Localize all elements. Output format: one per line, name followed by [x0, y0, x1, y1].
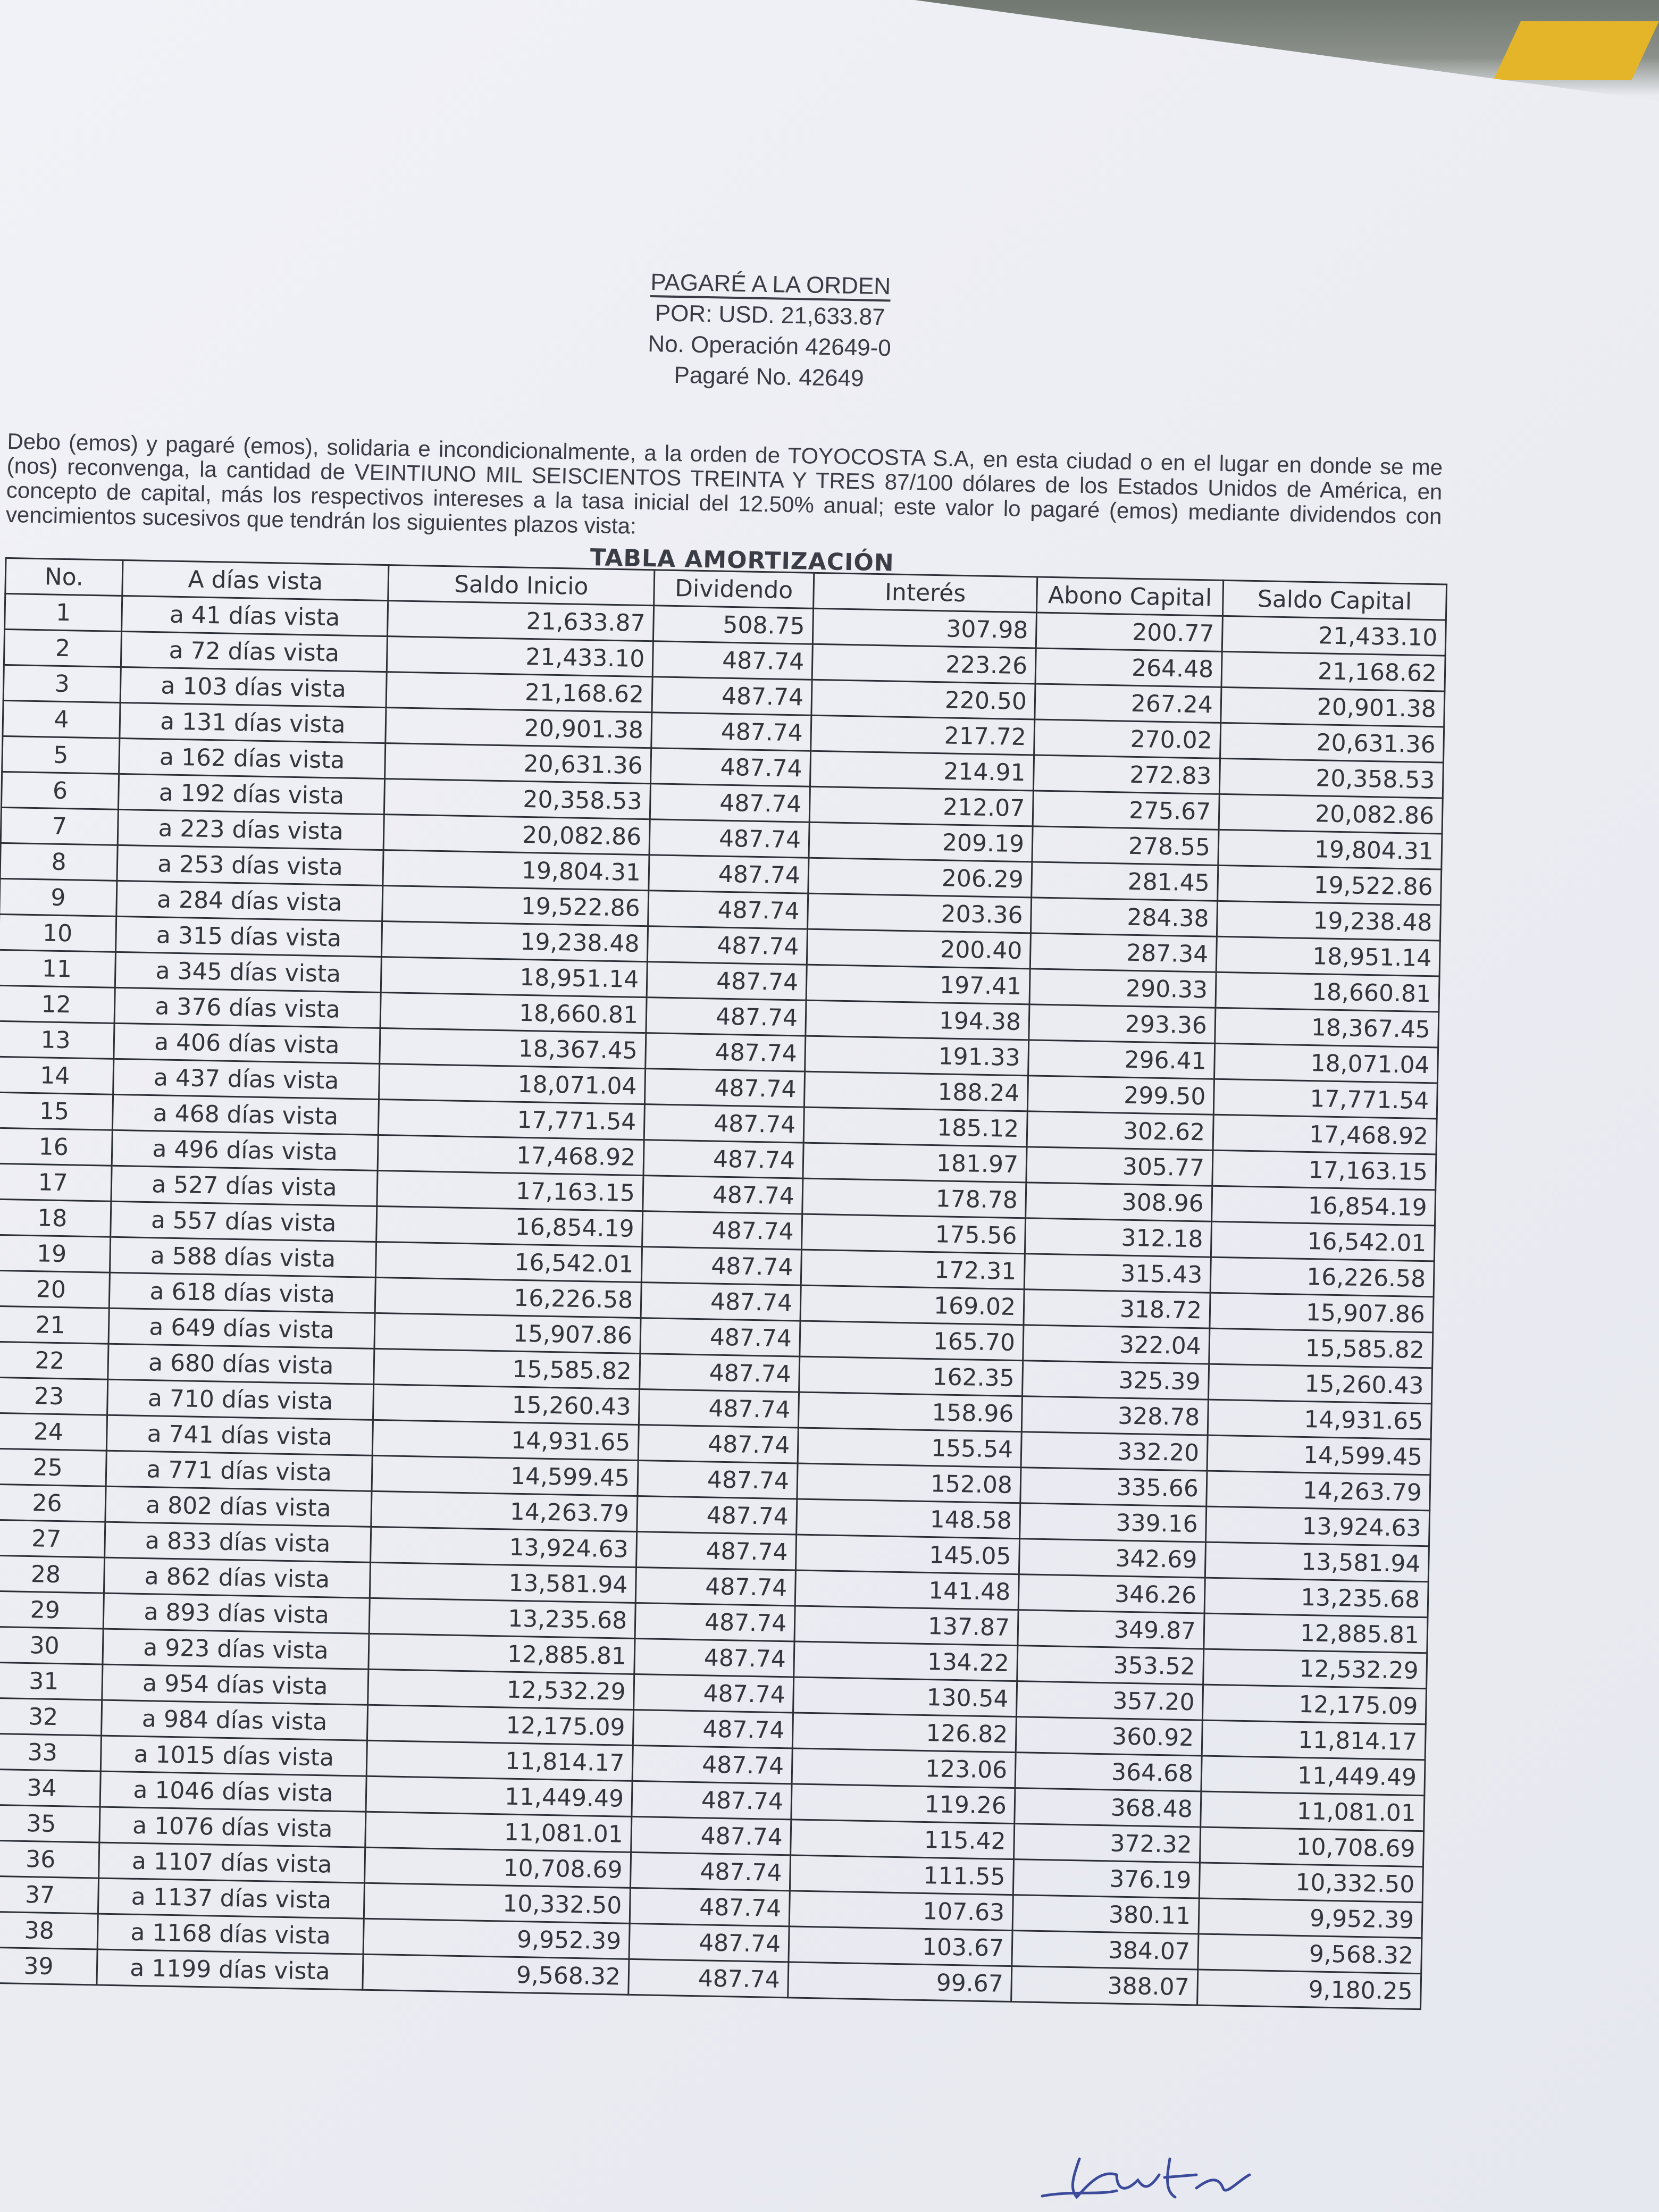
table-title: TABLA AMORTIZACIÓN [590, 544, 895, 577]
cell-no: 13 [0, 1021, 114, 1059]
cell-interes: 172.31 [801, 1250, 1025, 1289]
cell-no: 30 [0, 1627, 103, 1664]
cell-dividendo: 487.74 [637, 1496, 797, 1534]
cell-dividendo: 487.74 [641, 1283, 801, 1321]
cell-dividendo: 487.74 [629, 1959, 789, 1997]
cell-saldo-inicio: 17,468.92 [378, 1135, 644, 1175]
table-body [0, 593, 1446, 2009]
cell-abono-capital: 364.68 [1015, 1753, 1202, 1791]
cell-abono-capital: 278.55 [1032, 826, 1219, 865]
cell-abono-capital: 284.38 [1030, 898, 1217, 936]
cell-saldo-capital: 19,804.31 [1218, 830, 1442, 869]
cell-no: 6 [1, 772, 119, 809]
cell-abono-capital: 270.02 [1034, 719, 1221, 758]
cell-saldo-capital: 21,433.10 [1222, 616, 1446, 656]
cell-interes: 126.82 [792, 1713, 1016, 1753]
cell-no: 2 [4, 629, 121, 667]
cell-days: a 1046 días vista [100, 1771, 366, 1812]
cell-no: 37 [0, 1876, 99, 1914]
cell-dividendo: 508.75 [653, 606, 813, 644]
cell-saldo-inicio: 14,263.79 [371, 1491, 638, 1531]
header-days: A días vista [122, 560, 389, 600]
cell-abono-capital: 305.77 [1026, 1147, 1213, 1186]
cell-no: 28 [0, 1555, 105, 1593]
cell-abono-capital: 335.66 [1020, 1468, 1207, 1506]
cell-abono-capital: 325.39 [1022, 1361, 1209, 1400]
cell-days: a 1076 días vista [99, 1807, 366, 1847]
cell-days: a 802 días vista [105, 1486, 372, 1527]
cell-days: a 406 días vista [114, 1023, 380, 1063]
cell-abono-capital: 372.32 [1014, 1824, 1201, 1863]
cell-saldo-inicio: 15,260.43 [373, 1384, 639, 1425]
cell-interes: 119.26 [791, 1784, 1015, 1824]
cell-dividendo: 487.74 [647, 962, 807, 1000]
cell-no: 25 [0, 1448, 106, 1486]
amount-line: POR: USD. 21,633.87 [655, 300, 886, 331]
cell-saldo-inicio: 14,931.65 [372, 1420, 639, 1460]
cell-interes: 203.36 [808, 893, 1032, 933]
cell-saldo-inicio: 13,235.68 [369, 1598, 635, 1638]
cell-days: a 649 días vista [108, 1308, 375, 1348]
cell-no: 21 [0, 1306, 109, 1344]
cell-saldo-inicio: 19,804.31 [383, 850, 649, 891]
cell-dividendo: 487.74 [635, 1603, 795, 1641]
cell-abono-capital: 353.52 [1017, 1646, 1204, 1685]
cell-interes: 130.54 [793, 1677, 1017, 1717]
cell-saldo-inicio: 21,633.87 [387, 601, 653, 641]
cell-saldo-capital: 18,071.04 [1214, 1043, 1438, 1083]
cell-abono-capital: 346.26 [1018, 1574, 1205, 1613]
cell-abono-capital: 315.43 [1024, 1254, 1211, 1293]
header-interes: Interés [814, 573, 1037, 613]
document-header [72, 256, 1468, 405]
cell-abono-capital: 339.16 [1020, 1503, 1206, 1542]
cell-no: 9 [0, 878, 117, 916]
cell-dividendo: 487.74 [633, 1710, 793, 1748]
cell-abono-capital: 349.87 [1018, 1610, 1204, 1649]
cell-saldo-capital: 13,235.68 [1204, 1578, 1428, 1618]
cell-days: a 1107 días vista [99, 1842, 365, 1883]
cell-interes: 217.72 [811, 715, 1035, 755]
cell-interes: 181.97 [803, 1143, 1027, 1183]
cell-saldo-inicio: 9,952.39 [363, 1918, 630, 1959]
cell-days: a 131 días vista [120, 702, 386, 743]
cell-no: 27 [0, 1520, 105, 1557]
cell-days: a 41 días vista [122, 596, 388, 636]
cell-saldo-inicio: 15,585.82 [374, 1348, 640, 1389]
cell-saldo-capital: 18,367.45 [1215, 1008, 1439, 1048]
cell-abono-capital: 388.07 [1011, 1966, 1198, 2005]
cell-abono-capital: 360.92 [1016, 1717, 1202, 1756]
cell-interes: 115.42 [791, 1820, 1015, 1859]
cell-saldo-capital: 20,358.53 [1219, 758, 1443, 798]
cell-saldo-inicio: 18,367.45 [380, 1028, 646, 1068]
cell-dividendo: 487.74 [630, 1852, 790, 1890]
cell-days: a 741 días vista [106, 1415, 373, 1455]
cell-dividendo: 487.74 [644, 1069, 805, 1107]
cell-abono-capital: 200.77 [1036, 613, 1222, 651]
cell-dividendo: 487.74 [632, 1745, 792, 1783]
cell-abono-capital: 342.69 [1019, 1539, 1205, 1578]
cell-interes: 191.33 [805, 1036, 1029, 1076]
cell-days: a 496 días vista [112, 1130, 378, 1170]
cell-abono-capital: 328.78 [1021, 1396, 1208, 1435]
cell-saldo-inicio: 13,924.63 [371, 1527, 637, 1567]
cell-no: 7 [1, 807, 118, 845]
cell-no: 20 [0, 1270, 110, 1308]
cell-saldo-inicio: 11,449.49 [366, 1776, 632, 1816]
cell-saldo-capital: 20,901.38 [1221, 687, 1445, 727]
cell-days: a 1137 días vista [98, 1878, 364, 1918]
cell-abono-capital: 322.04 [1023, 1325, 1210, 1364]
cell-no: 1 [5, 593, 122, 631]
header-abono-capital: Abono Capital [1037, 577, 1224, 616]
cell-days: a 862 días vista [104, 1557, 370, 1598]
cell-dividendo: 487.74 [649, 855, 809, 893]
cell-saldo-inicio: 21,433.10 [387, 636, 653, 677]
cell-abono-capital: 312.18 [1025, 1218, 1211, 1257]
cell-abono-capital: 308.96 [1026, 1183, 1212, 1221]
cell-dividendo: 487.74 [640, 1354, 800, 1392]
cell-no: 8 [0, 843, 118, 881]
cell-interes: 197.41 [806, 965, 1030, 1004]
cell-interes: 188.24 [804, 1071, 1028, 1111]
cell-dividendo: 487.74 [636, 1531, 796, 1570]
cell-saldo-capital: 18,951.14 [1216, 936, 1440, 976]
cell-no: 29 [0, 1591, 104, 1629]
cell-no: 31 [0, 1662, 103, 1700]
cell-days: a 162 días vista [119, 738, 386, 778]
cell-dividendo: 487.74 [649, 819, 809, 858]
cell-no: 15 [0, 1092, 113, 1130]
cell-dividendo: 487.74 [652, 641, 812, 680]
cell-saldo-inicio: 19,238.48 [381, 921, 648, 962]
cell-dividendo: 487.74 [642, 1211, 802, 1250]
note-number-line: Pagaré No. 42649 [674, 362, 865, 392]
cell-days: a 103 días vista [120, 667, 387, 707]
cell-interes: 165.70 [800, 1321, 1024, 1361]
cell-days: a 192 días vista [118, 774, 384, 814]
cell-saldo-capital: 16,226.58 [1210, 1257, 1434, 1297]
cell-dividendo: 487.74 [635, 1567, 795, 1605]
cell-saldo-inicio: 16,854.19 [376, 1206, 643, 1246]
cell-no: 36 [0, 1840, 99, 1878]
cell-dividendo: 487.74 [647, 926, 807, 965]
cell-dividendo: 487.74 [631, 1816, 791, 1855]
cell-dividendo: 487.74 [630, 1888, 790, 1926]
cell-saldo-capital: 14,599.45 [1207, 1435, 1431, 1475]
cell-interes: 169.02 [800, 1285, 1024, 1325]
cell-interes: 175.56 [801, 1214, 1025, 1254]
cell-no: 38 [0, 1912, 98, 1949]
cell-dividendo: 487.74 [634, 1638, 794, 1677]
cell-saldo-inicio: 18,951.14 [381, 957, 647, 998]
cell-abono-capital: 267.24 [1035, 684, 1221, 723]
cell-days: a 1015 días vista [100, 1736, 367, 1776]
cell-saldo-capital: 9,180.25 [1197, 1970, 1421, 2009]
cell-saldo-capital: 16,854.19 [1212, 1186, 1436, 1226]
cell-abono-capital: 299.50 [1027, 1076, 1214, 1115]
cell-saldo-inicio: 20,901.38 [386, 708, 652, 748]
cell-saldo-capital: 12,885.81 [1204, 1613, 1428, 1653]
cell-no: 33 [0, 1733, 102, 1771]
cell-interes: 141.48 [795, 1570, 1019, 1610]
cell-saldo-inicio: 10,708.69 [365, 1847, 631, 1888]
cell-abono-capital: 290.33 [1029, 969, 1216, 1008]
cell-abono-capital: 281.45 [1032, 862, 1218, 901]
cell-dividendo: 487.74 [650, 784, 810, 822]
cell-days: a 680 días vista [108, 1344, 374, 1384]
cell-no: 16 [0, 1128, 112, 1166]
cell-no: 14 [0, 1057, 114, 1094]
cell-saldo-capital: 13,581.94 [1205, 1542, 1429, 1582]
cell-dividendo: 487.74 [641, 1247, 801, 1285]
cell-saldo-capital: 17,771.54 [1213, 1079, 1437, 1119]
cell-days: a 72 días vista [121, 631, 387, 672]
cell-days: a 253 días vista [117, 845, 383, 885]
cell-dividendo: 487.74 [638, 1461, 798, 1499]
cell-interes: 223.26 [812, 644, 1036, 684]
cell-no: 5 [2, 736, 120, 774]
cell-saldo-capital: 11,449.49 [1201, 1756, 1425, 1796]
cell-interes: 123.06 [792, 1748, 1016, 1788]
cell-saldo-inicio: 9,568.32 [363, 1954, 629, 1995]
cell-no: 23 [0, 1377, 108, 1415]
cell-interes: 152.08 [797, 1463, 1021, 1503]
cell-days: a 315 días vista [116, 916, 382, 957]
cell-no: 12 [0, 985, 115, 1023]
cell-abono-capital: 296.41 [1028, 1040, 1215, 1079]
cell-interes: 212.07 [809, 786, 1033, 826]
cell-saldo-capital: 14,263.79 [1206, 1471, 1430, 1511]
cell-saldo-capital: 19,522.86 [1218, 865, 1442, 905]
cell-interes: 307.98 [812, 608, 1036, 648]
cell-interes: 99.67 [788, 1962, 1012, 2002]
cell-saldo-inicio: 12,175.09 [367, 1705, 633, 1745]
cell-days: a 923 días vista [103, 1629, 369, 1669]
cell-no: 3 [3, 665, 121, 702]
cell-interes: 220.50 [811, 680, 1035, 719]
cell-interes: 214.91 [810, 751, 1034, 791]
cell-saldo-inicio: 11,814.17 [366, 1740, 633, 1781]
cell-saldo-inicio: 11,081.01 [365, 1812, 632, 1852]
cell-saldo-inicio: 17,163.15 [377, 1170, 643, 1211]
cell-saldo-capital: 17,163.15 [1212, 1150, 1436, 1190]
cell-saldo-inicio: 20,631.36 [385, 743, 651, 784]
cell-saldo-capital: 21,168.62 [1221, 651, 1445, 691]
cell-saldo-capital: 17,468.92 [1213, 1115, 1437, 1154]
header-saldo-inicio: Saldo Inicio [388, 565, 655, 606]
cell-saldo-inicio: 18,660.81 [380, 992, 647, 1033]
cell-saldo-capital: 18,660.81 [1216, 972, 1439, 1012]
cell-interes: 155.54 [798, 1428, 1021, 1468]
cell-saldo-inicio: 18,071.04 [379, 1063, 646, 1104]
cell-abono-capital: 275.67 [1033, 791, 1219, 830]
cell-abono-capital: 264.48 [1035, 648, 1222, 687]
cell-days: a 223 días vista [118, 809, 384, 850]
cell-saldo-capital: 9,568.32 [1198, 1934, 1422, 1974]
cell-dividendo: 487.74 [643, 1140, 803, 1178]
cell-abono-capital: 318.72 [1024, 1289, 1210, 1328]
cell-saldo-capital: 20,631.36 [1220, 723, 1444, 763]
cell-saldo-inicio: 16,226.58 [375, 1277, 641, 1318]
cell-no: 32 [0, 1698, 102, 1736]
cell-saldo-inicio: 15,907.86 [374, 1313, 641, 1353]
cell-dividendo: 487.74 [634, 1674, 794, 1712]
cell-saldo-inicio: 14,599.45 [372, 1455, 638, 1496]
background-object [1494, 21, 1659, 80]
cell-saldo-capital: 11,081.01 [1201, 1791, 1425, 1831]
cell-dividendo: 487.74 [640, 1318, 800, 1356]
cell-days: a 437 días vista [113, 1059, 380, 1099]
cell-abono-capital: 332.20 [1021, 1432, 1208, 1471]
cell-dividendo: 487.74 [650, 748, 810, 786]
document-content [0, 255, 1468, 2010]
cell-days: a 588 días vista [110, 1237, 376, 1277]
cell-days: a 833 días vista [105, 1522, 371, 1562]
cell-days: a 1199 días vista [97, 1949, 363, 1990]
cell-saldo-inicio: 20,082.86 [383, 815, 650, 855]
cell-interes: 134.22 [794, 1641, 1018, 1681]
cell-saldo-capital: 14,931.65 [1208, 1400, 1431, 1439]
cell-saldo-capital: 13,924.63 [1206, 1506, 1430, 1546]
cell-days: a 284 días vista [116, 881, 383, 921]
cell-abono-capital: 376.19 [1013, 1859, 1200, 1898]
header-dividendo: Dividendo [654, 570, 814, 608]
cell-dividendo: 487.74 [632, 1781, 792, 1819]
cell-saldo-capital: 10,332.50 [1199, 1863, 1423, 1903]
cell-no: 17 [0, 1163, 112, 1201]
cell-dividendo: 487.74 [652, 677, 812, 715]
cell-saldo-inicio: 13,581.94 [370, 1562, 636, 1603]
cell-days: a 710 días vista [107, 1379, 374, 1420]
cell-abono-capital: 272.83 [1033, 755, 1220, 794]
operation-line: No. Operación 42649-0 [647, 330, 892, 362]
cell-abono-capital: 357.20 [1016, 1681, 1203, 1720]
header-no: No. [5, 558, 123, 596]
cell-abono-capital: 302.62 [1027, 1111, 1213, 1150]
cell-saldo-inicio: 19,522.86 [382, 886, 649, 926]
cell-days: a 345 días vista [115, 952, 381, 992]
cell-saldo-inicio: 10,332.50 [364, 1883, 630, 1923]
cell-saldo-capital: 16,542.01 [1211, 1221, 1435, 1261]
cell-interes: 209.19 [809, 822, 1033, 862]
cell-dividendo: 487.74 [644, 1104, 804, 1143]
cell-no: 39 [0, 1947, 97, 1985]
cell-dividendo: 487.74 [643, 1176, 803, 1214]
cell-abono-capital: 384.07 [1012, 1931, 1199, 1970]
cell-no: 19 [0, 1235, 111, 1272]
cell-interes: 185.12 [803, 1107, 1027, 1147]
cell-no: 35 [0, 1805, 100, 1842]
cell-saldo-capital: 10,708.69 [1200, 1827, 1423, 1867]
cell-saldo-capital: 9,952.39 [1199, 1898, 1422, 1938]
cell-days: a 468 días vista [112, 1094, 379, 1135]
cell-saldo-inicio: 12,885.81 [368, 1633, 635, 1674]
cell-days: a 984 días vista [102, 1700, 368, 1740]
cell-interes: 145.05 [795, 1535, 1019, 1574]
cell-days: a 954 días vista [102, 1664, 368, 1705]
cell-dividendo: 487.74 [651, 713, 811, 751]
cell-interes: 206.29 [808, 858, 1032, 898]
cell-interes: 178.78 [802, 1178, 1026, 1218]
promissory-paragraph: Debo (emos) y pagaré (emos), solidaria e incondicionalmente, a la orden de TOYOCOSTA S.A, en esta ciudad o en el lugar en donde se me (nos) reconvenga, la cantidad de VEINTIUNO MIL SEISCIENTOS TREINTA Y TRES 87/100 dólares de los Estados Unidos de América, en concepto de capital, más los respectivos intereses a la tasa inicial del 12.50% anual; este valor lo pagaré (emos) mediante dividendos con vencimientos sucesivos que tendrán los siguientes plazos vista: [5, 428, 1443, 539]
cell-days: a 376 días vista [114, 987, 381, 1028]
cell-interes: 148.58 [797, 1499, 1020, 1539]
cell-saldo-capital: 12,532.29 [1203, 1649, 1427, 1689]
cell-no: 10 [0, 914, 116, 952]
cell-interes: 111.55 [790, 1855, 1013, 1895]
cell-no: 11 [0, 950, 116, 987]
cell-saldo-capital: 11,814.17 [1202, 1720, 1426, 1760]
cell-no: 24 [0, 1413, 107, 1451]
cell-saldo-inicio: 16,542.01 [375, 1242, 642, 1282]
cell-saldo-capital: 20,082.86 [1219, 794, 1443, 834]
cell-abono-capital: 380.11 [1012, 1895, 1199, 1934]
cell-abono-capital: 293.36 [1029, 1004, 1216, 1043]
cell-days: a 618 días vista [109, 1272, 375, 1313]
cell-no: 34 [0, 1769, 100, 1807]
header-saldo-capital: Saldo Capital [1222, 580, 1446, 620]
cell-interes: 137.87 [794, 1606, 1018, 1646]
cell-saldo-inicio: 12,532.29 [368, 1669, 634, 1710]
cell-interes: 158.96 [798, 1392, 1022, 1432]
cell-saldo-capital: 19,238.48 [1217, 901, 1440, 941]
cell-saldo-inicio: 20,358.53 [384, 779, 650, 819]
cell-saldo-inicio: 21,168.62 [386, 672, 652, 713]
handwritten-signature [1037, 2138, 1260, 2207]
cell-dividendo: 487.74 [648, 891, 808, 929]
cell-interes: 162.35 [799, 1356, 1023, 1396]
cell-saldo-capital: 12,175.09 [1202, 1685, 1426, 1724]
cell-saldo-capital: 15,585.82 [1209, 1328, 1433, 1368]
cell-dividendo: 487.74 [638, 1425, 798, 1463]
cell-dividendo: 487.74 [646, 1033, 806, 1071]
cell-no: 26 [0, 1484, 106, 1522]
cell-days: a 771 días vista [106, 1451, 372, 1491]
cell-dividendo: 487.74 [629, 1923, 789, 1962]
cell-saldo-capital: 15,260.43 [1208, 1364, 1432, 1404]
cell-interes: 107.63 [789, 1891, 1013, 1931]
cell-days: a 1168 días vista [97, 1914, 364, 1954]
cell-interes: 103.67 [789, 1926, 1012, 1966]
cell-interes: 200.40 [807, 929, 1030, 969]
cell-no: 18 [0, 1199, 111, 1237]
cell-no: 4 [3, 700, 120, 738]
cell-dividendo: 487.74 [639, 1389, 799, 1428]
cell-abono-capital: 368.48 [1015, 1788, 1201, 1827]
cell-saldo-capital: 15,907.86 [1210, 1293, 1434, 1333]
cell-days: a 557 días vista [111, 1201, 377, 1242]
cell-no: 22 [0, 1342, 108, 1379]
cell-days: a 893 días vista [103, 1593, 370, 1633]
cell-days: a 527 días vista [111, 1166, 378, 1206]
cell-dividendo: 487.74 [646, 998, 806, 1036]
amortization-table [0, 557, 1447, 2010]
cell-abono-capital: 287.34 [1030, 933, 1217, 972]
document-title: PAGARÉ A LA ORDEN [650, 269, 891, 300]
cell-interes: 194.38 [806, 1000, 1029, 1040]
cell-saldo-inicio: 17,771.54 [378, 1099, 644, 1139]
